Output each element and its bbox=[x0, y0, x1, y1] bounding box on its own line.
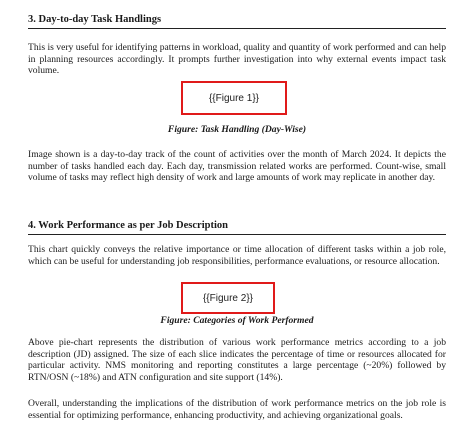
figure-1-placeholder: {{Figure 1}} bbox=[181, 81, 287, 115]
section-3-intro: This is very useful for identifying patterns in workload, quality and quantity of work performed and can help in planning resources accordingly. It prompts further investigation into why external events impact task volume. bbox=[28, 42, 446, 77]
figure-2-placeholder: {{Figure 2}} bbox=[181, 282, 275, 314]
figure-2-caption: Figure: Categories of Work Performed bbox=[160, 315, 314, 326]
section-4-heading: 4. Work Performance as per Job Description bbox=[28, 219, 446, 235]
section-3-heading: 3. Day-to-day Task Handlings bbox=[28, 13, 446, 29]
section-4-intro: This chart quickly conveys the relative importance or time allocation of different tasks within a job role, which can be useful for understanding job responsibilities, performance evaluations, or resource allocation. bbox=[28, 244, 446, 267]
section-4-conclusion: Overall, understanding the implications of the distribution of work performance metrics on the job role is essential for optimizing performance, enhancing productivity, and achieving organizational goals. bbox=[28, 398, 446, 421]
section-3-description: Image shown is a day-to-day track of the count of activities over the month of March 2024. It depicts the number of tasks handled each day. Each day, transmission related works are performed. Count-wise, small volume of tasks may reflect high density of work and large amounts of work may replicate in another day. bbox=[28, 149, 446, 184]
section-4-description: Above pie-chart represents the distribution of various work performance metrics according to a job description (JD) assigned. The size of each slice indicates the percentage of time or resources allocated for particular activity. NMS monitoring and reporting constitutes a large percentage (~20%) followed by RTN/OSN (~18%) and ATN configuration and site support (14%). bbox=[28, 337, 446, 383]
figure-1-caption: Figure: Task Handling (Day-Wise) bbox=[167, 124, 307, 135]
